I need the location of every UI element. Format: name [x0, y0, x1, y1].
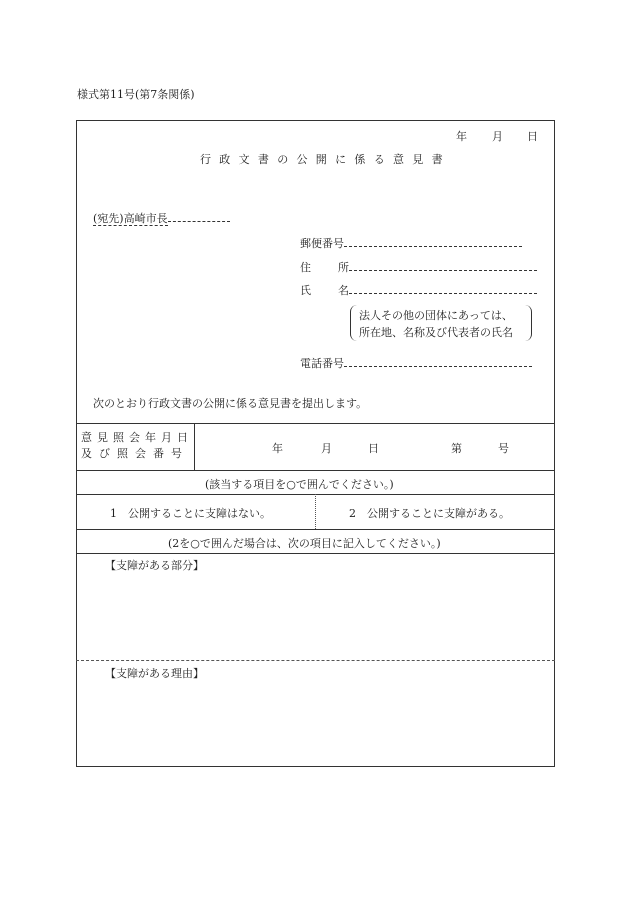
- address-label-1: 住: [300, 261, 311, 274]
- form-number: 様式第11号(第7条関係): [77, 88, 195, 101]
- divider-instruction-top: [76, 470, 555, 471]
- name-label-2: 名: [338, 284, 349, 297]
- option-1[interactable]: 1 公開することに支障はない。: [110, 507, 271, 520]
- phone-field[interactable]: [344, 366, 532, 367]
- name-field[interactable]: [349, 293, 537, 294]
- corporate-note-bracket: [350, 305, 532, 341]
- phone-row: [300, 355, 532, 371]
- inquiry-label-line2: 及び照会番号: [81, 447, 189, 460]
- instruction-circle: (該当する項目を○で囲んでください。): [205, 478, 394, 491]
- date-year-label: 年: [456, 130, 467, 143]
- inquiry-day: 日: [368, 442, 379, 455]
- addressee-fill-line[interactable]: [168, 221, 230, 222]
- statement: 次のとおり行政文書の公開に係る意見書を提出します。: [93, 397, 368, 410]
- date-month-label: 月: [492, 130, 503, 143]
- divider-options-vertical: [315, 494, 316, 529]
- section-obstacle-reason: 【支障がある理由】: [105, 667, 204, 680]
- address-row: [300, 259, 537, 275]
- instruction-option2: (2を○で囲んだ場合は、次の項目に記入してください。): [168, 537, 441, 550]
- divider-instruction2-top: [76, 529, 555, 530]
- section-obstacle-part: 【支障がある部分】: [105, 559, 204, 572]
- obstacle-reason-field[interactable]: [84, 684, 546, 762]
- obstacle-part-field[interactable]: [84, 576, 546, 656]
- divider-inquiry-top: [76, 423, 555, 424]
- name-label-1: 氏: [300, 284, 311, 297]
- divider-inquiry-vertical: [194, 423, 195, 470]
- address-label-2: 所: [338, 261, 349, 274]
- corporate-note-line2: 所在地、名称及び代表者の氏名: [359, 326, 513, 339]
- postal-code-label: 郵便番号: [300, 237, 344, 250]
- inquiry-label: [81, 430, 193, 462]
- postal-code-row: [300, 235, 522, 251]
- inquiry-month: 月: [321, 442, 332, 455]
- document-title: 行政文書の公開に係る意見書: [200, 153, 451, 166]
- option-2[interactable]: 2 公開することに支障がある。: [349, 507, 510, 520]
- corporate-note: [359, 307, 513, 341]
- divider-sections-top: [76, 553, 555, 554]
- inquiry-number-suffix: 号: [498, 442, 509, 455]
- divider-sections-middle: [76, 660, 555, 661]
- address-field[interactable]: [349, 270, 537, 271]
- inquiry-number-prefix: 第: [451, 442, 462, 455]
- addressee-text: (宛先)高崎市長: [93, 212, 168, 225]
- postal-code-field[interactable]: [344, 246, 522, 247]
- date-day-label: 日: [527, 130, 538, 143]
- addressee: [93, 210, 230, 226]
- corporate-note-line1: 法人その他の団体にあっては、: [359, 309, 513, 322]
- phone-label: 電話番号: [300, 357, 344, 370]
- inquiry-label-line1: 意見照会年月日: [81, 431, 193, 444]
- inquiry-year: 年: [272, 442, 283, 455]
- name-row: [300, 282, 537, 298]
